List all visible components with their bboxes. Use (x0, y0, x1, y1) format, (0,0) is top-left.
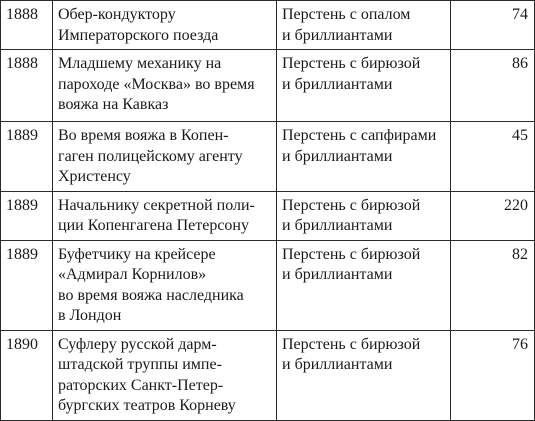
price-cell: 76 (451, 330, 535, 420)
year-cell: 1889 (1, 122, 53, 192)
recipient-cell: Суфлеру русской дарм- штадской труппы импе- раторских Санкт-Петер- бургских театров Корневу (53, 330, 277, 420)
table-row (1, 50, 535, 122)
price-cell: 86 (451, 50, 535, 122)
year-cell: 1889 (1, 191, 53, 240)
gift-cell: Перстень с бирюзой и бриллиантами (277, 240, 451, 330)
price-cell: 45 (451, 122, 535, 192)
recipient-cell: Младшему механику на пароходе «Москва» во время вояжа на Кавказ (53, 50, 277, 122)
price-cell: 220 (451, 191, 535, 240)
table-row (1, 240, 535, 330)
table-row (1, 122, 535, 192)
gift-cell: Перстень с опалом и бриллиантами (277, 1, 451, 50)
year-cell: 1888 (1, 1, 53, 50)
table-row (1, 1, 535, 50)
year-cell: 1888 (1, 50, 53, 122)
gift-cell: Перстень с бирюзой и бриллиантами (277, 50, 451, 122)
recipient-cell: Во время вояжа в Копен- гаген полицейскому агенту Христенсу (53, 122, 277, 192)
year-cell: 1890 (1, 330, 53, 420)
gift-cell: Перстень с сапфирами и бриллиантами (277, 122, 451, 192)
year-cell: 1889 (1, 240, 53, 330)
price-cell: 74 (451, 1, 535, 50)
table-row (1, 191, 535, 240)
recipient-cell: Обер-кондуктору Императорского поезда (53, 1, 277, 50)
table-row (1, 330, 535, 420)
price-cell: 82 (451, 240, 535, 330)
recipient-cell: Начальнику секретной поли- ции Копенгагена Петерсону (53, 191, 277, 240)
recipient-cell: Буфетчику на крейсере «Адмирал Корнилов» во время вояжа наследника в Лондон (53, 240, 277, 330)
gift-cell: Перстень с бирюзой и бриллиантами (277, 330, 451, 420)
gift-cell: Перстень с бирюзой и бриллиантами (277, 191, 451, 240)
